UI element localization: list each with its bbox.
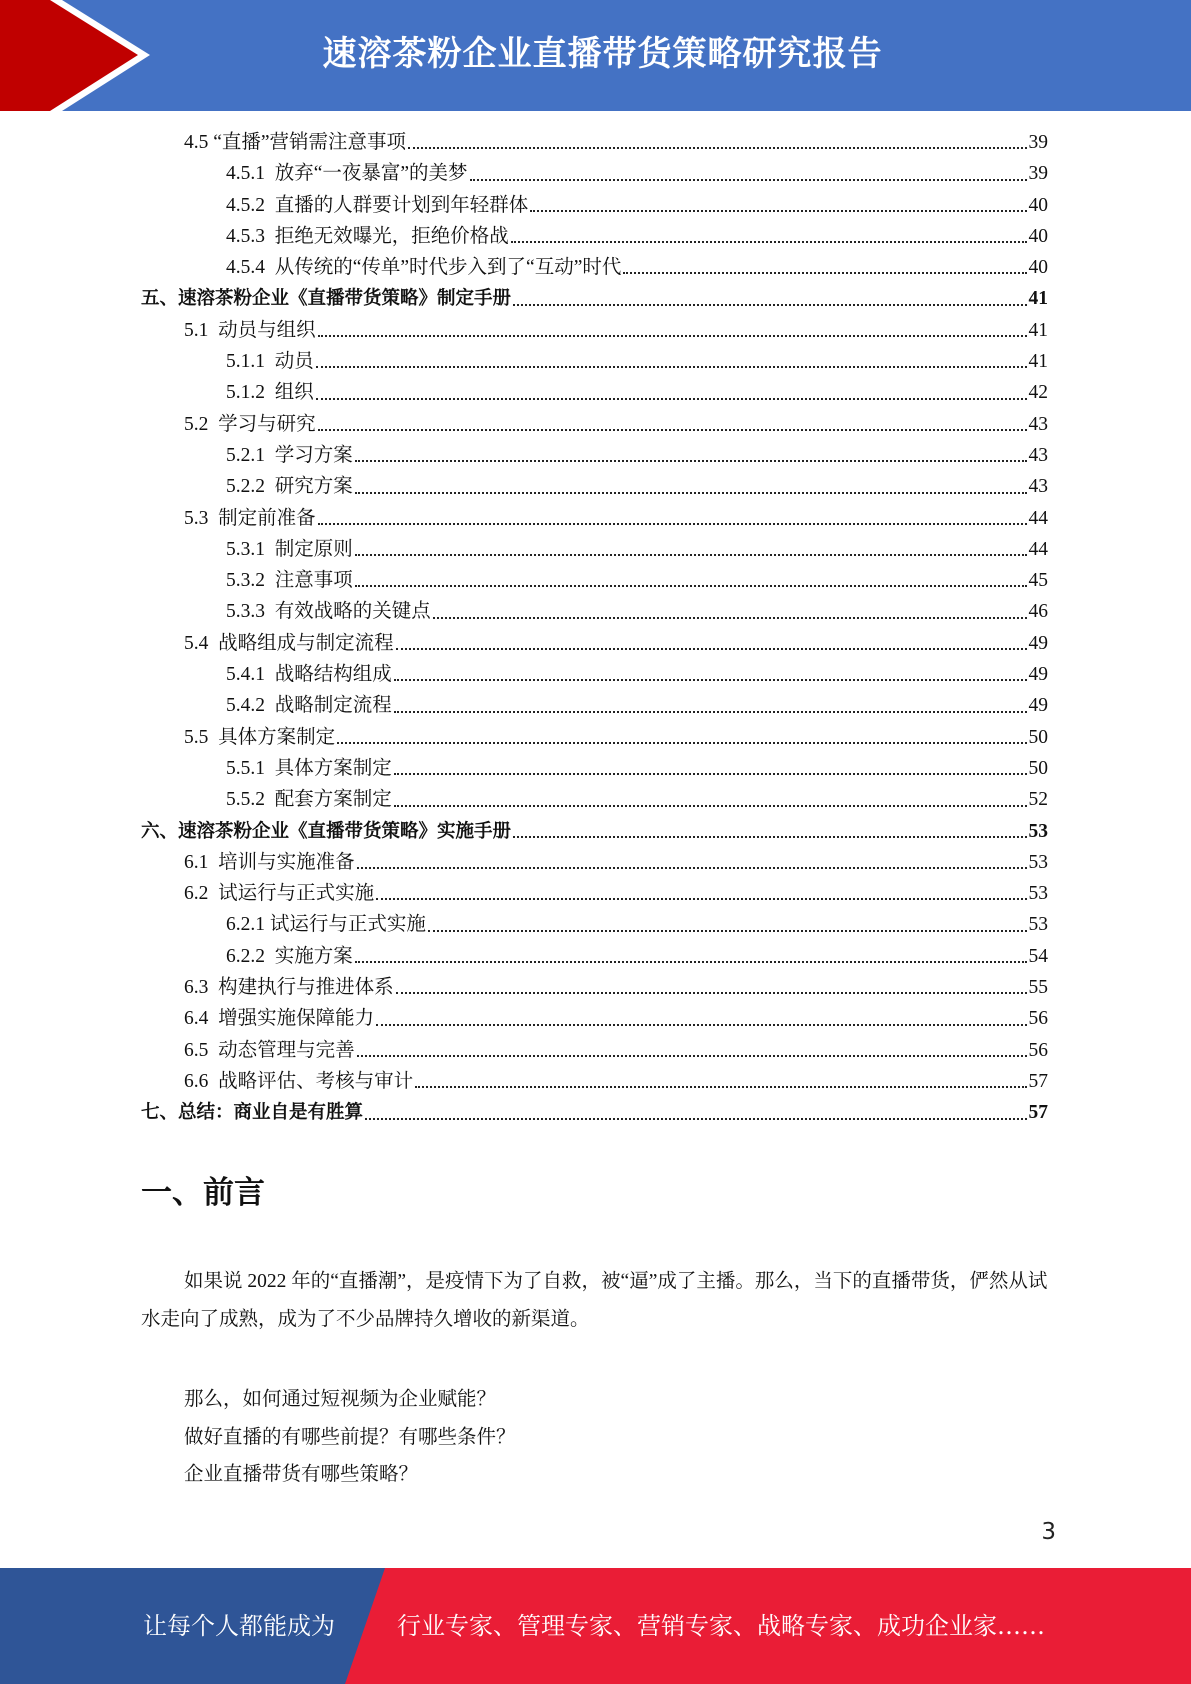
footer-slogan-right: 行业专家、管理专家、营销专家、战略专家、成功企业家…… — [397, 1612, 1045, 1640]
toc-entry-label: 5.1 动员与组织 — [184, 319, 316, 341]
toc-entry-page: 49 — [1028, 695, 1048, 717]
toc-entry-label: 4.5.1 放弃“一夜暴富”的美梦 — [226, 163, 468, 185]
toc-entry-label: 5.4 战略组成与制定流程 — [184, 632, 394, 654]
toc-leader-dots — [355, 460, 1027, 462]
toc-leader-dots — [530, 210, 1026, 212]
question-line: 做好直播的有哪些前提？有哪些条件？ — [184, 1427, 516, 1448]
toc-entry-label: 4.5 “直播”营销需注意事项 — [184, 132, 407, 153]
toc-entry-label: 5.2.1 学习方案 — [226, 444, 353, 466]
toc-leader-dots — [396, 648, 1027, 650]
toc-entry-page: 45 — [1028, 570, 1048, 592]
toc-entry[interactable] — [0, 847, 1048, 878]
toc-entry-page: 41 — [1028, 351, 1048, 373]
toc-entry[interactable] — [0, 1097, 1048, 1128]
toc-entry-page: 55 — [1028, 977, 1048, 999]
toc-leader-dots — [623, 272, 1026, 274]
toc-entry-label: 5.3 制定前准备 — [184, 507, 316, 529]
toc-entry[interactable] — [0, 409, 1048, 440]
toc-leader-dots — [357, 867, 1027, 869]
toc-leader-dots — [396, 992, 1027, 994]
toc-entry-label: 5.2.2 研究方案 — [226, 476, 353, 498]
toc-entry[interactable] — [0, 1035, 1048, 1066]
toc-entry-label: 6.2 试运行与正式实施 — [184, 883, 375, 905]
toc-entry-page: 49 — [1028, 632, 1048, 654]
toc-entry-page: 44 — [1028, 538, 1048, 560]
toc-entry-page: 50 — [1028, 757, 1048, 779]
toc-entry-page: 50 — [1028, 726, 1048, 748]
toc-leader-dots — [428, 930, 1027, 932]
footer-slogan-left: 让每个人都能成为 — [143, 1612, 335, 1640]
toc-leader-dots — [433, 617, 1027, 619]
toc-entry[interactable] — [0, 941, 1048, 972]
toc-entry-label: 6.2.1 试运行与正式实施 — [226, 914, 426, 936]
toc-entry[interactable] — [0, 1003, 1048, 1034]
toc-entry[interactable] — [0, 315, 1048, 346]
toc-entry-label: 五、速溶茶粉企业《直播带货策略》制定手册 — [141, 288, 512, 310]
toc-leader-dots — [513, 304, 1026, 306]
toc-entry[interactable] — [0, 534, 1048, 565]
toc-entry-label: 5.3.2 注意事项 — [226, 570, 353, 592]
header-banner — [0, 0, 1191, 111]
toc-leader-dots — [316, 366, 1027, 368]
toc-entry-label: 5.1.1 动员 — [226, 351, 314, 373]
toc-entry-page: 42 — [1028, 382, 1048, 404]
toc-entry-page: 52 — [1028, 789, 1048, 811]
toc-leader-dots — [365, 1118, 1026, 1120]
toc-entry[interactable] — [0, 909, 1048, 940]
toc-entry-page: 40 — [1028, 257, 1048, 279]
toc-leader-dots — [394, 711, 1027, 713]
toc-leader-dots — [318, 429, 1027, 431]
section-heading: 一、前言 — [141, 1175, 265, 1211]
toc-entry-label: 6.6 战略评估、考核与审计 — [184, 1070, 414, 1092]
toc-entry[interactable] — [0, 283, 1048, 314]
toc-leader-dots — [355, 554, 1027, 556]
toc-entry-label: 5.5.1 具体方案制定 — [226, 757, 392, 779]
table-of-contents — [0, 127, 1191, 1129]
toc-leader-dots — [376, 1024, 1026, 1026]
toc-entry-page: 53 — [1028, 851, 1048, 873]
toc-leader-dots — [408, 147, 1026, 149]
question-line: 那么，如何通过短视频为企业赋能？ — [184, 1389, 497, 1410]
toc-entry-label: 6.1 培训与实施准备 — [184, 851, 355, 873]
toc-entry-page: 39 — [1028, 163, 1048, 185]
toc-entry-page: 56 — [1028, 1008, 1048, 1030]
toc-entry[interactable] — [0, 252, 1048, 283]
toc-entry-page: 40 — [1028, 225, 1048, 247]
toc-entry[interactable] — [0, 440, 1048, 471]
toc-entry[interactable] — [0, 722, 1048, 753]
toc-entry-label: 6.2.2 实施方案 — [226, 945, 353, 967]
toc-entry-page: 49 — [1028, 664, 1048, 686]
toc-entry-label: 6.3 构建执行与推进体系 — [184, 977, 394, 999]
toc-entry-page: 44 — [1028, 507, 1048, 529]
toc-entry[interactable] — [0, 1066, 1048, 1097]
toc-entry-label: 5.3.1 制定原则 — [226, 538, 353, 560]
toc-entry-label: 5.2 学习与研究 — [184, 413, 316, 435]
toc-entry-page: 53 — [1028, 883, 1048, 905]
footer-banner — [0, 1568, 1191, 1684]
toc-leader-dots — [511, 241, 1027, 243]
toc-leader-dots — [415, 1086, 1026, 1088]
toc-entry[interactable] — [0, 158, 1048, 189]
toc-entry[interactable] — [0, 596, 1048, 627]
toc-leader-dots — [337, 742, 1026, 744]
toc-entry[interactable] — [0, 753, 1048, 784]
toc-entry-label: 6.5 动态管理与完善 — [184, 1039, 355, 1061]
toc-leader-dots — [316, 398, 1027, 400]
question-line: 企业直播带货有哪些策略？ — [184, 1464, 419, 1485]
intro-paragraph: 如果说 2022 年的“直播潮”，是疫情下为了自救，被“逼”成了主播。那么，当下的直播带货，俨然从试水走向了成熟，成为了不少品牌持久增收的新渠道。 — [141, 1271, 1048, 1330]
toc-entry-page: 57 — [1028, 1102, 1048, 1124]
toc-entry[interactable] — [0, 972, 1048, 1003]
toc-entry-page: 40 — [1028, 194, 1048, 216]
toc-entry[interactable] — [0, 127, 1048, 158]
toc-entry-label: 5.4.1 战略结构组成 — [226, 664, 392, 686]
toc-entry-label: 4.5.4 从传统的“传单”时代步入到了“互动”时代 — [226, 257, 622, 279]
toc-entry-label: 七、总结：商业自是有胜算 — [141, 1102, 364, 1124]
toc-leader-dots — [394, 679, 1027, 681]
toc-entry-page: 43 — [1028, 413, 1048, 435]
toc-leader-dots — [394, 805, 1027, 807]
toc-entry-page: 56 — [1028, 1039, 1048, 1061]
toc-entry-page: 39 — [1028, 132, 1048, 153]
page-number: 3 — [1041, 1519, 1056, 1545]
toc-entry-label: 4.5.2 直播的人群要计划到年轻群体 — [226, 194, 529, 216]
toc-entry-page: 41 — [1028, 288, 1048, 310]
toc-leader-dots — [513, 836, 1026, 838]
toc-entry[interactable] — [0, 784, 1048, 815]
toc-entry[interactable] — [0, 346, 1048, 377]
toc-entry[interactable] — [0, 878, 1048, 909]
toc-leader-dots — [318, 335, 1027, 337]
toc-entry-label: 六、速溶茶粉企业《直播带货策略》实施手册 — [141, 820, 512, 842]
toc-entry-label: 5.5.2 配套方案制定 — [226, 789, 392, 811]
toc-entry[interactable] — [0, 190, 1048, 221]
toc-entry[interactable] — [0, 221, 1048, 252]
toc-entry-label: 5.1.2 组织 — [226, 382, 314, 404]
toc-leader-dots — [394, 773, 1027, 775]
toc-entry-page: 53 — [1028, 820, 1048, 842]
toc-entry-page: 46 — [1028, 601, 1048, 623]
toc-entry-label: 5.4.2 战略制定流程 — [226, 695, 392, 717]
toc-entry[interactable] — [0, 628, 1048, 659]
toc-leader-dots — [357, 1055, 1027, 1057]
toc-entry[interactable] — [0, 377, 1048, 408]
toc-entry-page: 53 — [1028, 914, 1048, 936]
toc-entry-page: 43 — [1028, 476, 1048, 498]
toc-leader-dots — [355, 585, 1027, 587]
toc-entry[interactable] — [0, 471, 1048, 502]
toc-entry-label: 4.5.3 拒绝无效曝光，拒绝价格战 — [226, 225, 509, 247]
toc-entry-page: 54 — [1028, 945, 1048, 967]
toc-entry[interactable] — [0, 659, 1048, 690]
toc-entry-label: 5.5 具体方案制定 — [184, 726, 336, 748]
toc-entry[interactable] — [0, 816, 1048, 847]
toc-leader-dots — [470, 179, 1027, 181]
toc-entry-page: 43 — [1028, 444, 1048, 466]
toc-leader-dots — [318, 523, 1027, 525]
toc-entry-label: 6.4 增强实施保障能力 — [184, 1008, 375, 1030]
toc-entry[interactable] — [0, 503, 1048, 534]
toc-entry[interactable] — [0, 565, 1048, 596]
toc-leader-dots — [355, 961, 1027, 963]
toc-entry-page: 57 — [1028, 1070, 1048, 1092]
toc-leader-dots — [376, 898, 1026, 900]
toc-entry-label: 5.3.3 有效战略的关键点 — [226, 601, 431, 623]
toc-leader-dots — [355, 492, 1027, 494]
toc-entry[interactable] — [0, 690, 1048, 721]
document-title: 速溶茶粉企业直播带货策略研究报告 — [322, 34, 883, 74]
toc-entry-page: 41 — [1028, 319, 1048, 341]
